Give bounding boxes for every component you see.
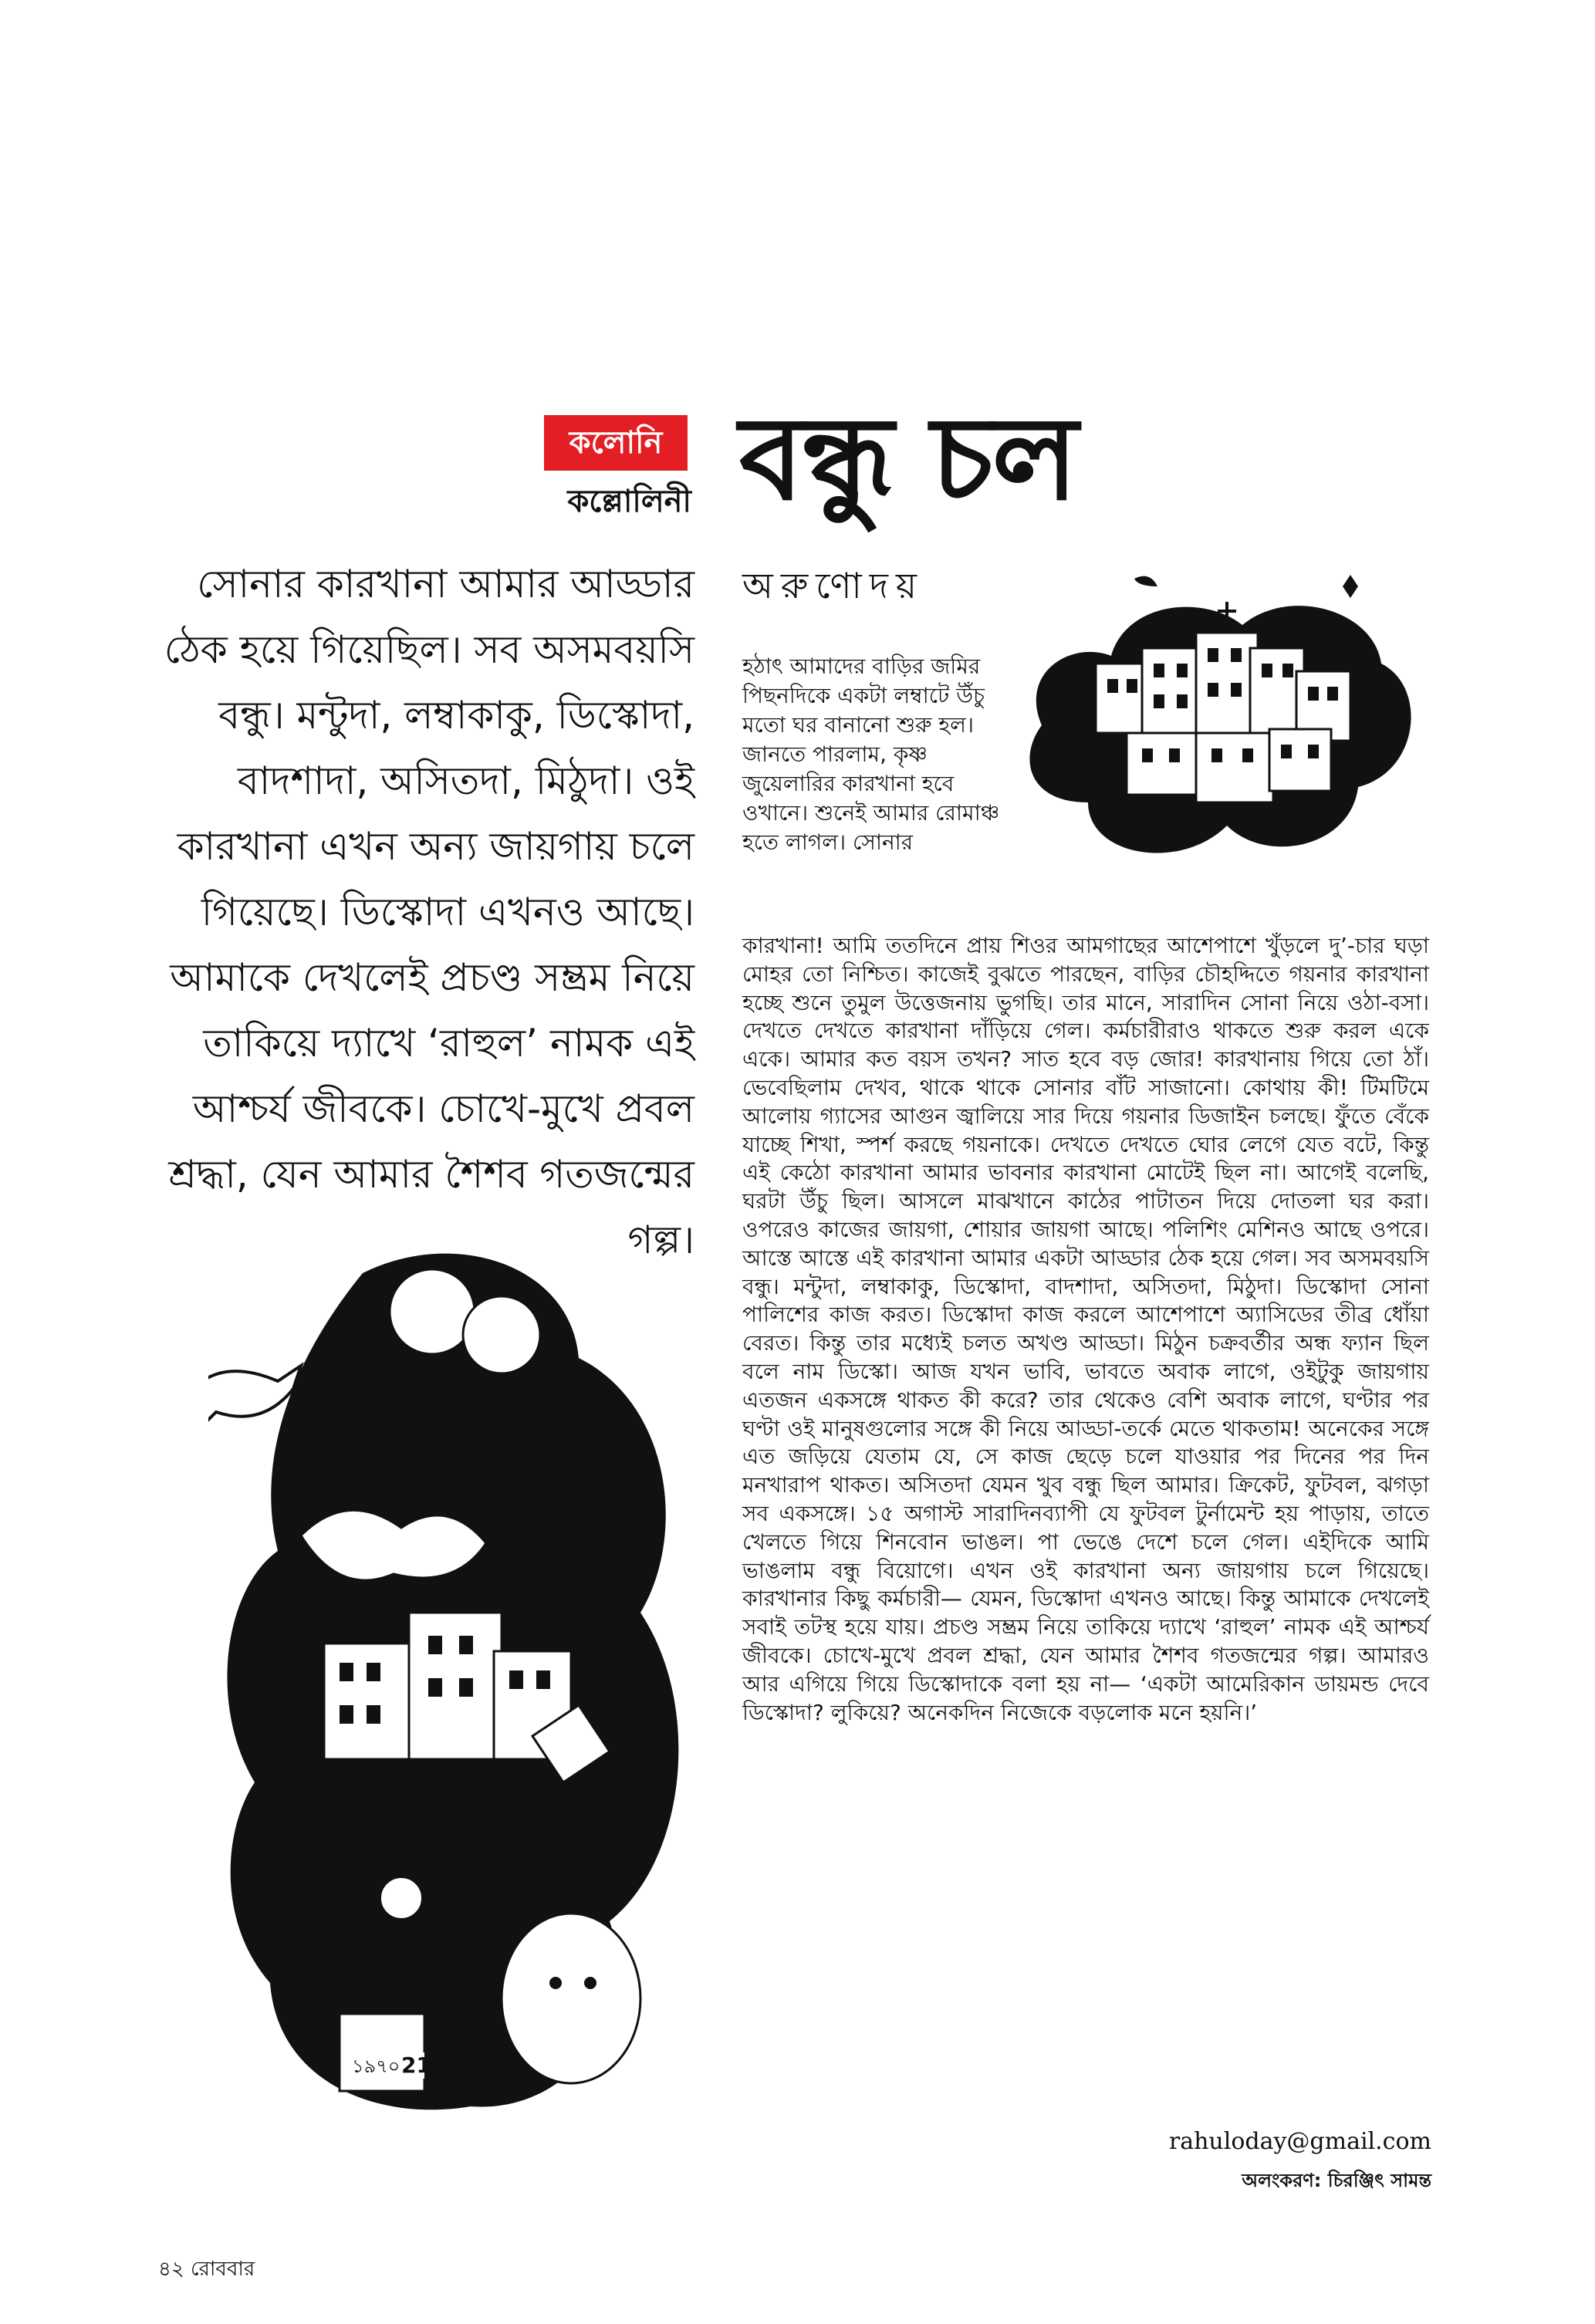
column-name: কল্লোলিনী xyxy=(567,484,691,519)
collage-illustration xyxy=(208,1242,702,2130)
houses-illustration xyxy=(1011,556,1428,880)
page-folio: ৪২ রোববার xyxy=(158,2258,255,2281)
collage-year-label: ১৯৭০ xyxy=(352,2055,400,2077)
article-title: বন্ধু চল xyxy=(739,392,1077,526)
section-tag: কলোনি xyxy=(544,415,688,471)
author-name: অরুণোদয় xyxy=(742,565,925,606)
author-email[interactable]: rahuloday@gmail.com xyxy=(1168,2128,1431,2155)
sun-icon xyxy=(364,1861,438,1935)
pull-quote: সোনার কারখানা আমার আড্ডার ঠেক হয়ে গিয়েছিল। সব অসমবয়সি বন্ধু। মন্টুদা, লম্বাকাকু, ডিস্কোদা, বাদশাদা, অসিতদা, মিঠুদা। ওই কারখানা এখন অন্য জায়গায় চলে গিয়েছে। ডিস্কোদা এখনও আছে। আমাকে দেখলেই প্রচণ্ড সম্ভ্রম নিয়ে তাকিয়ে দ্যাখে ‘রাহুল’ নামক এই আশ্চর্য জীবকে। চোখে-মুখে প্রবল শ্রদ্ধা, যেন আমার শৈশব গতজন্মের গল্প। xyxy=(164,562,694,1262)
illustration-credit: অলংকরণ: চিরঞ্জিৎ সামন্ত xyxy=(1242,2170,1431,2191)
moon-icon xyxy=(1134,576,1157,586)
collage-number-label: 21 xyxy=(401,2052,431,2078)
article-body: কারখানা! আমি ততদিনে প্রায় শিওর আমগাছের আশেপাশে খুঁড়লে দু’-চার ঘড়া মোহর তো নিশ্চিত। কাজেই বুঝতে পারছেন, বাড়ির চৌহদ্দিতে গয়নার কারখানা হচ্ছে শুনে তুমুল উত্তেজনায় ভুগছি। তার মানে, সারাদিন সোনা নিয়ে ওঠা-বসা। দেখতে দেখতে কারখানা দাঁড়িয়ে গেল। কর্মচারীরাও থাকতে শুরু করল একে একে। আমার কত বয়স তখন? সাত হবে বড় জোর! কারখানায় গিয়ে তো ঠাঁ। ভেবেছিলাম দেখব, থাকে থাকে সোনার বাঁট সাজানো। কোথায় কী! টিমটিমে আলোয় গ্যাসের আগুন জ্বালিয়ে সার দিয়ে গয়নার ডিজাইন চলছে। ফুঁতে বেঁকে যাচ্ছে শিখা, স্পর্শ করছে গয়নাকে। দেখতে দেখতে ঘোর লেগে যেত বটে, কিন্তু এই কেঠো কারখানা আমার ভাবনার কারখানা মোটেই ছিল না। আগেই বলেছি, ঘরটা উঁচু ছিল। আসলে মাঝখানে কাঠের পাটাতন দিয়ে দোতলা ঘর করা। ওপরেও কাজের জায়গা, শোয়ার জায়গা আছে। পলিশিং মেশিনও আছে ওপরে। আস্তে আস্তে এই কারখানা আমার একটা আড্ডার ঠেক হয়ে গেল। সব অসমবয়সি বন্ধু। মন্টুদা, লম্বাকাকু, ডিস্কোদা, বাদশাদা, অসিতদা, মিঠুদা। ডিস্কোদা সোনা পালিশের কাজ করত। ডিস্কোদা কাজ করলে আশেপাশে অ্যাসিডের তীব্র ধোঁয়া বেরত। কিন্তু তার মধ্যেই চলত অখণ্ড আড্ডা। মিঠুন চক্রবর্তীর অন্ধ ফ্যান ছিল বলে নাম ডিস্কো। আজ যখন ভাবি, ভাবতে অবাক লাগে, ওইটুকু জায়গায় এতজন একসঙ্গে থাকত কী করে? তার থেকেও বেশি অবাক লাগে, ঘণ্টার পর ঘণ্টা ওই মানুষগুলোর সঙ্গে কী নিয়ে আড্ডা-তর্কে মেতে থাকতাম! অনেকের সঙ্গে এত জড়িয়ে যেতাম যে, সে কাজ ছেড়ে চলে যাওয়ার পর দিনের পর দিন মনখারাপ থাকত। অসিতদা যেমন খুব বন্ধু ছিল আমার। ক্রিকেট, ফুটবল, ঝগড়া সব একসঙ্গে। ১৫ অগাস্ট সারাদিনব্যাপী যে ফুটবল টুর্নামেন্ট হয় পাড়ায়, তাতে খেলতে গিয়ে শিনবোন ভাঙল। পা ভেঙে দেশে চলে গেল। এইদিকে আমি ভাঙলাম বন্ধু বিয়োগে। এখন ওই কারখানা অন্য জায়গায় চলে গিয়েছে। কারখানার কিছু কর্মচারী— যেমন, ডিস্কোদা এখনও আছে। কিন্তু আমাকে দেখলেই সবাই তটস্থ হয়ে যায়। প্রচণ্ড সম্ভ্রম নিয়ে তাকিয়ে দ্যাখে ‘রাহুল’ নামক এই আশ্চর্য জীবকে। চোখে-মুখে প্রবল শ্রদ্ধা, যেন আমার শৈশব গতজন্মের গল্প। আমারও আর এগিয়ে গিয়ে ডিস্কোদাকে বলা হয় না— ‘একটা আমেরিকান ডায়মন্ড দেবে ডিস্কোদা? লুকিয়ে? অনেকদিন নিজেকে বড়লোক মনে হয়নি।’ xyxy=(742,933,1429,1725)
article-intro: হঠাৎ আমাদের বাড়ির জমির পিছনদিকে একটা লম্বাটে উঁচু মতো ঘর বানানো শুরু হল। জানতে পারলাম, কৃষ্ণ জুয়েলারির কারখানা হবে ওখানে। শুনেই আমার রোমাঞ্চ হতে লাগল। সোনার xyxy=(742,654,1000,855)
